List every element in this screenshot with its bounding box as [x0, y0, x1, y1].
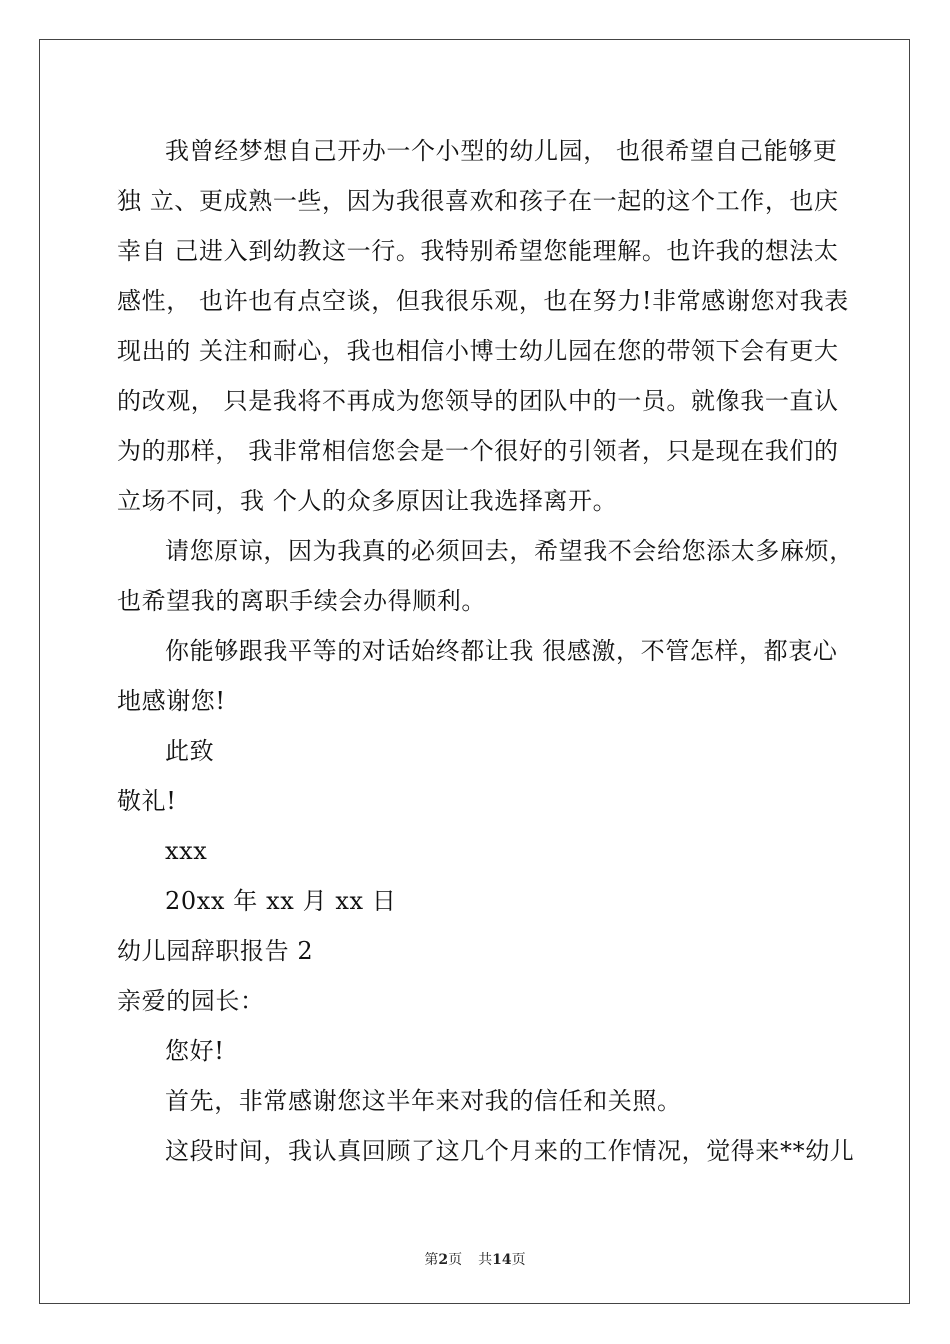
body-line: 立场不同，我 个人的众多原因让我选择离开。	[117, 487, 618, 515]
body-line: 现出的 关注和耐心，我也相信小博士幼儿园在您的带领下会有更大	[117, 337, 839, 365]
signature-name: xxx	[165, 837, 208, 865]
body-line: 我曾经梦想自己开办一个小型的幼儿园， 也很希望自己能够更	[165, 137, 838, 165]
body-line: 独 立、更成熟一些，因为我很喜欢和孩子在一起的这个工作，也庆	[117, 187, 839, 215]
signature-date: 20xx 年 xx 月 xx 日	[165, 887, 397, 915]
body-line: 这段时间，我认真回顾了这几个月来的工作情况，觉得来**幼儿	[165, 1137, 855, 1165]
page-number: 2	[438, 1252, 449, 1268]
body-line: 为的那样， 我非常相信您会是一个很好的引领者，只是现在我们的	[117, 437, 839, 465]
body-line: 也希望我的离职手续会办得顺利。	[117, 587, 486, 615]
body-line: 你能够跟我平等的对话始终都让我 很感激，不管怎样，都衷心	[165, 637, 838, 665]
body-line: 地感谢您!	[117, 687, 226, 715]
total-unit: 页	[511, 1252, 526, 1268]
total-prefix: 共	[478, 1252, 493, 1268]
page-footer	[0, 1251, 950, 1269]
letter-addressee: 亲爱的园长：	[117, 987, 265, 1015]
body-line: 首先，非常感谢您这半年来对我的信任和关照。	[165, 1087, 682, 1115]
letter-greeting: 您好!	[165, 1037, 225, 1065]
body-line: 感性， 也许也有点空谈，但我很乐观，也在努力!非常感谢您对我表	[117, 287, 849, 315]
closing-salutation: 此致	[165, 737, 215, 765]
closing-regards: 敬礼!	[117, 787, 177, 815]
body-line: 幸自 己进入到幼教这一行。我特别希望您能理解。也许我的想法太	[117, 237, 839, 265]
body-line: 请您原谅，因为我真的必须回去，希望我不会给您添太多麻烦，	[165, 537, 854, 565]
total-pages: 14	[492, 1252, 512, 1268]
section-title: 幼儿园辞职报告 2	[117, 937, 314, 965]
page-unit: 页	[448, 1252, 463, 1268]
page-prefix: 第	[424, 1252, 439, 1268]
body-line: 的改观， 只是我将不再成为您领导的团队中的一员。就像我一直认	[117, 387, 839, 415]
